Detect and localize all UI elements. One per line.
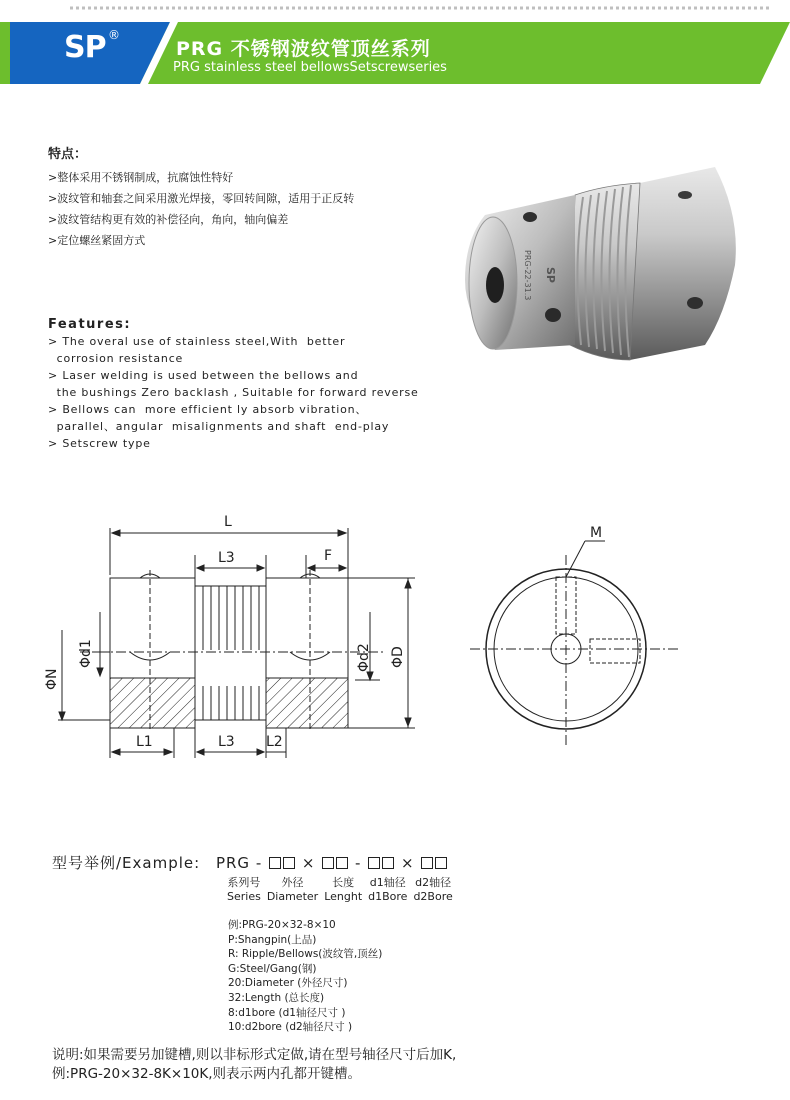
note-line: 例:PRG-20×32-8×10 <box>228 919 336 931</box>
example-sep: × <box>301 854 316 872</box>
header-dotted-line <box>70 6 770 10</box>
registered-mark: ® <box>108 28 120 42</box>
page-title-cn: PRG 不锈钢波纹管顶丝系列 <box>176 38 431 60</box>
note-line: 10:d2bore (d2轴径尺寸 ) <box>228 1021 353 1034</box>
column-label-en: Series <box>227 890 261 903</box>
dim-label-D: ΦD <box>390 646 406 668</box>
features-en-heading: Features: <box>48 317 132 332</box>
example-notes <box>228 918 382 1035</box>
code-box <box>421 857 433 869</box>
dim-label-L3-top: L3 <box>218 550 235 566</box>
note-line: 20:Diameter (外径尺寸) <box>228 977 348 990</box>
code-box <box>283 857 295 869</box>
code-box <box>336 857 348 869</box>
dim-label-L1: L1 <box>136 734 153 750</box>
column-label-cn: 长度 <box>332 876 355 889</box>
column-label-cn: 系列号 <box>227 876 261 889</box>
dim-label-F: F <box>324 548 333 564</box>
product-engraving-logo: SP <box>544 267 557 283</box>
column-label-en: Diameter <box>266 890 319 903</box>
features-en <box>48 316 419 452</box>
dim-label-M: M <box>590 525 603 541</box>
code-box <box>269 857 281 869</box>
note-line: G:Steel/Gang(钢) <box>228 962 317 975</box>
note-line: 8:d1bore (d1轴径尺寸 ) <box>228 1006 346 1019</box>
feature-cn-item: >波纹管和轴套之间采用激光焊接，零回转间隙，适用于正反转 <box>48 192 355 205</box>
code-box <box>382 857 394 869</box>
note-line: R: Ripple/Bellows(波纹管,顶丝) <box>228 948 383 961</box>
example-sep: × <box>400 854 415 872</box>
dim-label-L: L <box>224 514 232 530</box>
feature-cn-item: >整体采用不锈钢制成，抗腐蚀性特好 <box>48 171 234 184</box>
code-box <box>435 857 447 869</box>
code-box <box>322 857 334 869</box>
example-sep: - <box>354 854 362 872</box>
dim-label-d1: Φd1 <box>78 639 94 668</box>
example-label: 型号举例/Example: <box>52 854 201 872</box>
footer-line-1: 说明:如果需要另加键槽,则以非标形式定做,请在型号轴径尺寸后加K, <box>52 1047 457 1063</box>
dim-label-L2: L2 <box>266 734 283 750</box>
feature-en-line: corrosion resistance <box>48 352 184 365</box>
note-line: P:Shangpin(上品) <box>228 933 317 946</box>
column-label-cn: 外径 <box>281 876 304 889</box>
page-title-en: PRG stainless steel bellowsSetscrewseries <box>173 60 447 75</box>
note-line: 32:Length (总长度) <box>228 991 325 1004</box>
brand-logo: SP <box>64 30 106 65</box>
dim-label-d2: Φd2 <box>356 643 372 672</box>
column-label-cn: d1轴径 <box>369 876 406 889</box>
feature-en-line: the bushings Zero backlash , Suitable for forward reverse <box>48 386 419 399</box>
example-columns-table <box>224 876 456 904</box>
column-label-en: d2Bore <box>413 890 453 903</box>
feature-en-line: > Bellows can more efficient ly absorb vibration、 <box>48 403 368 416</box>
footer-note <box>52 1046 456 1084</box>
product-engraving-code: PRG-22-31.3 <box>523 250 532 301</box>
feature-cn-item: >波纹管结构更有效的补偿径向，角向，轴向偏差 <box>48 213 289 226</box>
feature-en-line: > Laser welding is used between the bellows and <box>48 369 359 382</box>
feature-cn-item: >定位螺丝紧固方式 <box>48 234 146 247</box>
product-image-coupling <box>455 155 745 380</box>
dim-label-L3-bottom: L3 <box>218 734 235 750</box>
feature-en-line: > Setscrew type <box>48 437 151 450</box>
features-cn <box>48 144 354 251</box>
code-box <box>368 857 380 869</box>
model-example-line <box>52 852 448 873</box>
features-cn-heading: 特点： <box>48 147 88 162</box>
column-label-en: Lenght <box>324 890 363 903</box>
end-view-drawing <box>450 515 750 755</box>
example-prefix: PRG - <box>215 854 263 872</box>
feature-en-line: > The overal use of stainless steel,With better <box>48 335 346 348</box>
footer-line-2: 例:PRG-20×32-8K×10K,则表示两内孔都开键槽。 <box>52 1066 362 1082</box>
column-label-en: d1Bore <box>368 890 408 903</box>
side-view-drawing <box>40 500 440 770</box>
feature-en-line: parallel、angular misalignments and shaft end-play <box>48 420 390 433</box>
column-label-cn: d2轴径 <box>415 876 452 889</box>
dim-label-N: ΦN <box>44 668 60 690</box>
